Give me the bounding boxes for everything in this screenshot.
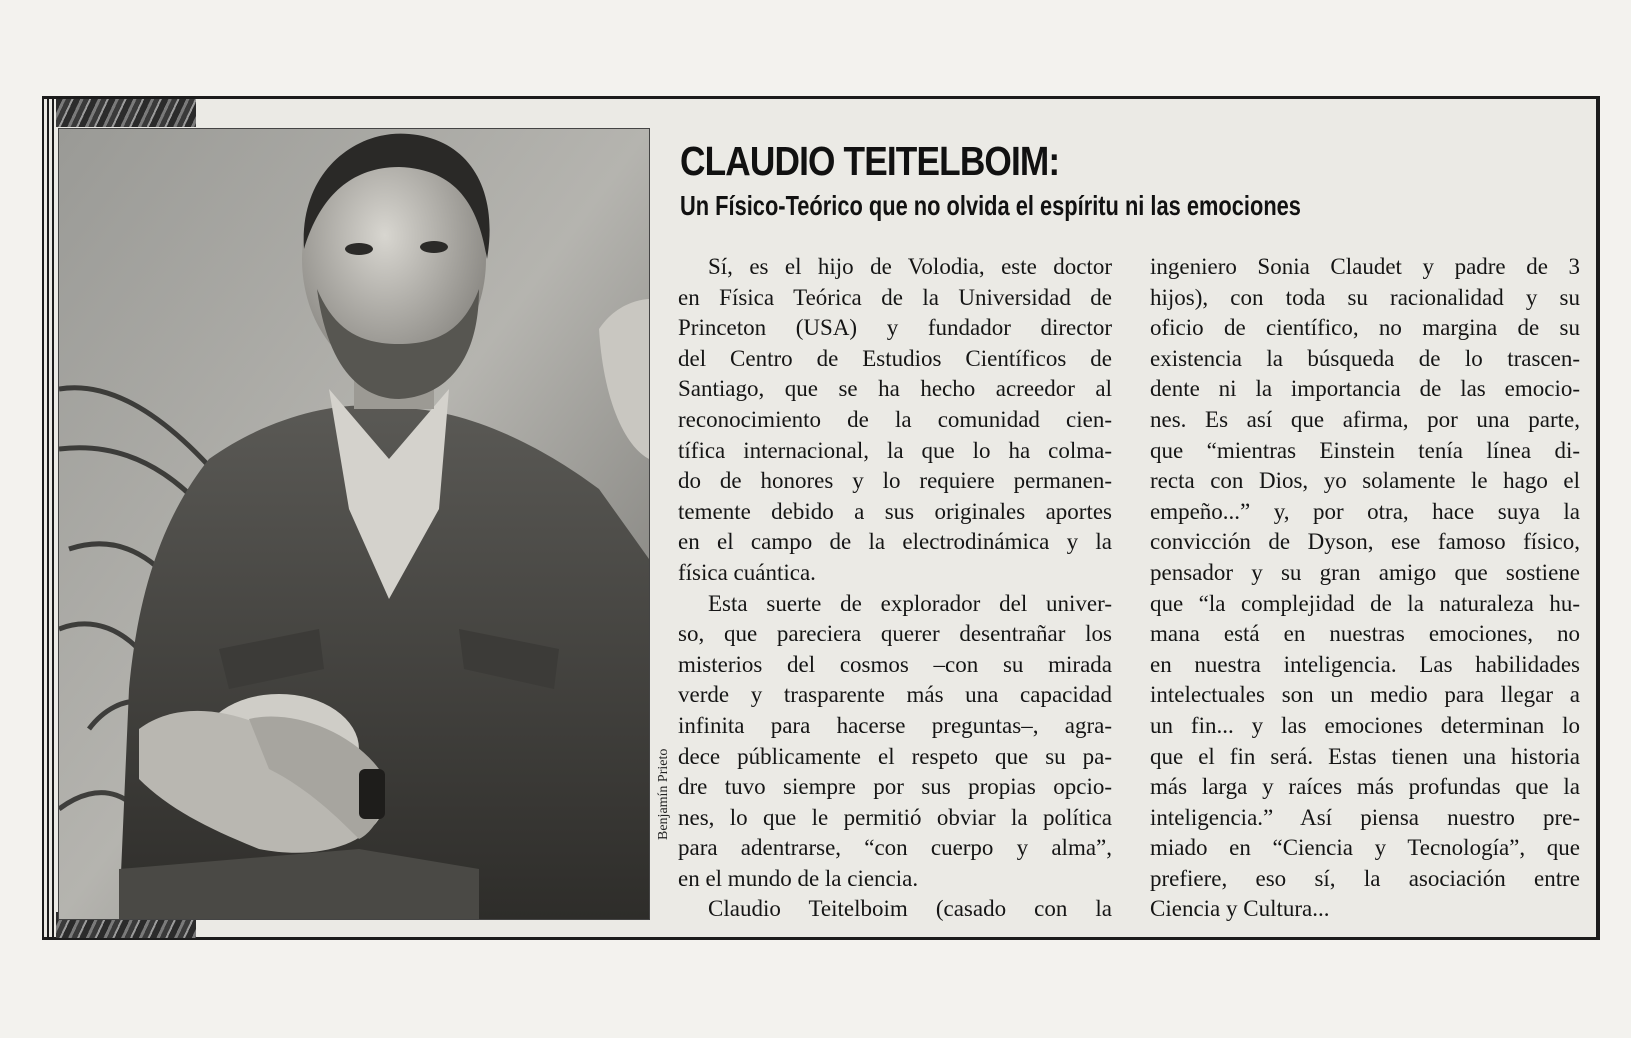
text-line: del Centro de Estudios Científicos de xyxy=(678,345,1112,371)
article-column-right xyxy=(1150,252,1580,925)
border-rules xyxy=(42,96,56,940)
text-line: un fin... y las emociones determinan lo xyxy=(1150,712,1580,738)
text-line: ingeniero Sonia Claudet y padre de 3 xyxy=(1150,254,1580,279)
text-line: miado en “Ciencia y Tecnología”, que xyxy=(1150,835,1580,861)
text-line: Claudio Teitelboim (casado con la xyxy=(708,896,1112,922)
text-line: física cuántica. xyxy=(678,559,816,585)
text-line: para adentrarse, “con cuerpo y alma”, xyxy=(678,835,1112,861)
text-line: Sí, es el hijo de Volodia, este doctor xyxy=(708,254,1112,279)
text-line: existencia la búsqueda de lo trascen- xyxy=(1150,345,1580,371)
text-line: nes. Es así que afirma, por una parte, xyxy=(1150,406,1580,432)
portrait-photo xyxy=(58,128,650,920)
text-line: reconocimiento de la comunidad cien- xyxy=(678,406,1112,432)
text-line: mana está en nuestras emociones, no xyxy=(1150,621,1580,647)
text-line: prefiere, eso sí, la asociación entre xyxy=(1150,865,1580,891)
portrait-illustration xyxy=(59,129,649,919)
text-line: so, que pareciera querer desentrañar los xyxy=(678,621,1112,647)
article-column-left xyxy=(678,252,1112,925)
text-line: verde y trasparente más una capacidad xyxy=(678,682,1112,708)
text-line: Princeton (USA) y fundador director xyxy=(678,315,1112,341)
text-line: que “la complejidad de la naturaleza hu- xyxy=(1150,590,1580,616)
text-line: más larga y raíces más profundas que la xyxy=(1150,774,1580,800)
text-line: en el mundo de la ciencia. xyxy=(678,865,919,891)
text-line: recta con Dios, yo solamente le hago el xyxy=(1150,468,1580,494)
text-line: Esta suerte de explorador del univer- xyxy=(708,590,1112,616)
text-line: hijos), con toda su racionalidad y su xyxy=(1150,284,1580,310)
text-line: en nuestra inteligencia. Las habilidades xyxy=(1150,651,1580,677)
text-line: dece públicamente el respeto que su pa- xyxy=(678,743,1112,769)
headline: CLAUDIO TEITELBOIM: xyxy=(680,138,1060,184)
text-line: pensador y su gran amigo que sostiene xyxy=(1150,559,1580,585)
text-line: oficio de científico, no margina de su xyxy=(1150,315,1580,341)
text-line: Ciencia y Cultura... xyxy=(1150,896,1330,922)
text-line: intelectuales son un medio para llegar a xyxy=(1150,682,1580,708)
text-line: dente ni la importancia de las emocio- xyxy=(1150,376,1580,402)
decorative-texture-top xyxy=(56,99,196,127)
text-line: tífica internacional, la que lo ha colma- xyxy=(678,437,1112,463)
text-line: Santiago, que se ha hecho acreedor al xyxy=(678,376,1112,402)
text-line: nes, lo que le permitió obviar la política xyxy=(678,804,1112,830)
text-line: inteligencia.” Así piensa nuestro pre- xyxy=(1150,804,1580,830)
text-line: temente debido a sus originales aportes xyxy=(678,498,1112,524)
text-line: dre tuvo siempre por sus propias opcio- xyxy=(678,774,1112,800)
text-line: que “mientras Einstein tenía línea di- xyxy=(1150,437,1580,463)
text-line: do de honores y lo requiere permanen- xyxy=(678,468,1112,494)
text-line: misterios del cosmos –con su mirada xyxy=(678,651,1112,677)
text-line: empeño...” y, por otra, hace suya la xyxy=(1150,498,1580,524)
text-line: en Física Teórica de la Universidad de xyxy=(678,284,1112,310)
text-line: que el fin será. Estas tienen una historia xyxy=(1150,743,1580,769)
photo-credit: Benjamín Prieto xyxy=(656,748,671,840)
subheadline: Un Físico-Teórico que no olvida el espíritu ni las emociones xyxy=(680,190,1301,221)
text-line: en el campo de la electrodinámica y la xyxy=(678,529,1112,555)
text-line: convicción de Dyson, ese famoso físico, xyxy=(1150,529,1580,555)
text-line: infinita para hacerse preguntas–, agra- xyxy=(678,712,1112,738)
